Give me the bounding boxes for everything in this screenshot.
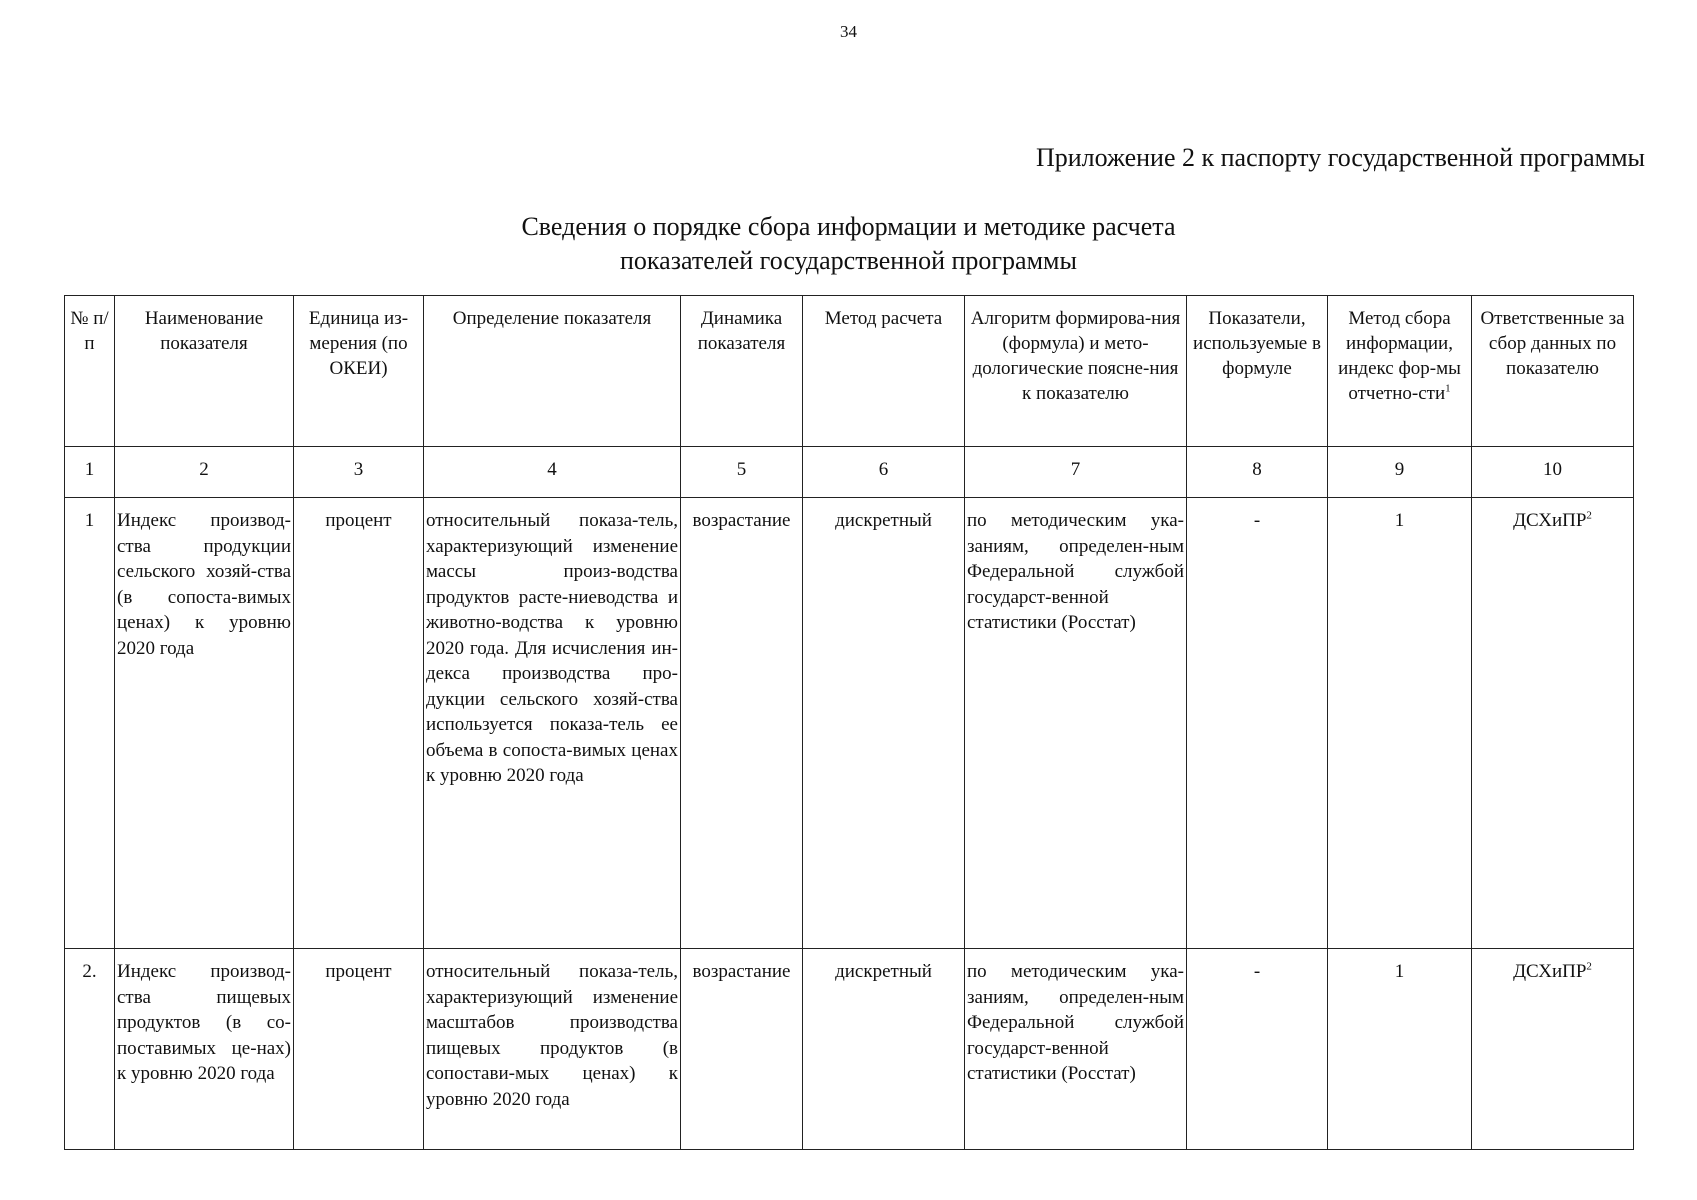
- column-number: 1: [65, 447, 115, 498]
- document-title: [0, 210, 1697, 278]
- indicator-dynamics: возрастание: [681, 498, 803, 949]
- responsible-text: ДСХиПР: [1513, 961, 1587, 982]
- header-algorithm: Алгоритм формирова-ния (формула) и мето-дологические поясне-ния к показателю: [965, 296, 1187, 447]
- page-number: 34: [840, 22, 857, 41]
- indicator-calculation-method: дискретный: [803, 498, 965, 949]
- column-number: 5: [681, 447, 803, 498]
- document-title-line-1: Сведения о порядке сбора информации и методике расчета: [521, 212, 1176, 241]
- appendix-heading: Приложение 2 к паспорту государственной программы: [1035, 143, 1645, 172]
- column-number: 9: [1328, 447, 1472, 498]
- row-number: 2.: [65, 949, 115, 1150]
- indicator-name: Индекс производ-ства пищевых продуктов (в со-поставимых це-нах) к уровню 2020 года: [115, 949, 294, 1150]
- indicator-calculation-method: дискретный: [803, 949, 965, 1150]
- column-number-row: [65, 447, 1634, 498]
- indicator-collection-method: 1: [1328, 498, 1472, 949]
- indicator-responsible: [1472, 949, 1634, 1150]
- column-number: 2: [115, 447, 294, 498]
- header-formula-indicators: Показатели, используемые в формуле: [1187, 296, 1328, 447]
- table-row: [65, 949, 1634, 1150]
- table-row: [65, 498, 1634, 949]
- indicator-unit: процент: [294, 949, 424, 1150]
- table-header-row: [65, 296, 1634, 447]
- column-number: 8: [1187, 447, 1328, 498]
- indicator-algorithm: по методическим ука-заниям, определен-ным Федеральной службой государст-венной статистики (Росстат): [965, 498, 1187, 949]
- indicator-formula-indicators: -: [1187, 498, 1328, 949]
- column-number: 3: [294, 447, 424, 498]
- indicators-table: [64, 295, 1634, 1150]
- indicator-collection-method: 1: [1328, 949, 1472, 1150]
- column-number: 7: [965, 447, 1187, 498]
- indicator-name: Индекс производ-ства продукции сельского хозяй-ства (в сопоста-вимых ценах) к уровню 2020 года: [115, 498, 294, 949]
- header-responsible: Ответственные за сбор данных по показателю: [1472, 296, 1634, 447]
- indicator-definition: относительный показа-тель, характеризующий изменение масштабов производства пищевых продуктов (в сопостави-мых ценах) к уровню 2020 года: [424, 949, 681, 1150]
- footnote-marker: 2: [1586, 960, 1592, 973]
- footnote-marker: 1: [1445, 382, 1451, 395]
- header-definition: Определение показателя: [424, 296, 681, 447]
- row-number: 1: [65, 498, 115, 949]
- footnote-marker: 2: [1586, 509, 1592, 522]
- column-number: 6: [803, 447, 965, 498]
- indicator-definition: относительный показа-тель, характеризующий изменение массы произ-водства продуктов расте-ниеводства и животно-водства к уровню 2020 года. Для исчисления ин-декса производства про-дукции сельского хозяй-ства используется показа-тель ее объема в сопоста-вимых ценах к уровню 2020 года: [424, 498, 681, 949]
- indicator-dynamics: возрастание: [681, 949, 803, 1150]
- indicator-algorithm: по методическим ука-заниям, определен-ным Федеральной службой государст-венной статистики (Росстат): [965, 949, 1187, 1150]
- header-collection-method: [1328, 296, 1472, 447]
- column-number: 4: [424, 447, 681, 498]
- indicator-formula-indicators: -: [1187, 949, 1328, 1150]
- indicator-unit: процент: [294, 498, 424, 949]
- header-collection-method-text: Метод сбора информации, индекс фор-мы отчетно-сти: [1338, 308, 1461, 404]
- header-number: № п/п: [65, 296, 115, 447]
- header-unit: Единица из-мерения (по ОКЕИ): [294, 296, 424, 447]
- column-number: 10: [1472, 447, 1634, 498]
- header-dynamics: Динамика показателя: [681, 296, 803, 447]
- header-indicator-name: Наименование показателя: [115, 296, 294, 447]
- indicator-responsible: [1472, 498, 1634, 949]
- responsible-text: ДСХиПР: [1513, 510, 1587, 531]
- header-calculation-method: Метод расчета: [803, 296, 965, 447]
- document-title-line-2: показателей государственной программы: [620, 246, 1077, 275]
